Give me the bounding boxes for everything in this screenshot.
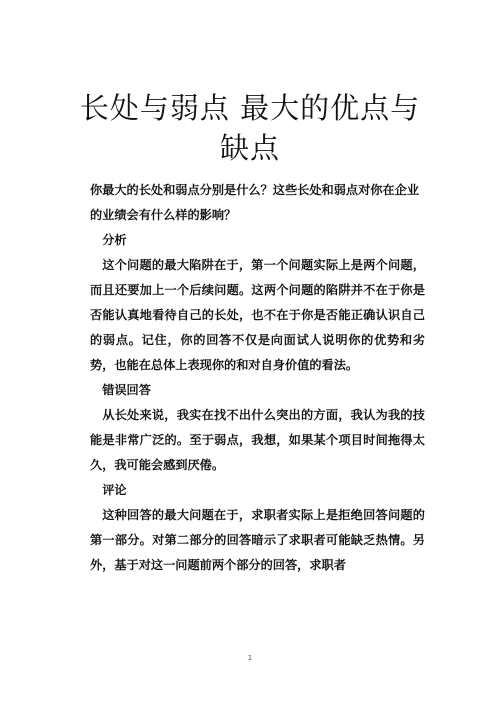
question-paragraph: 你最大的长处和弱点分别是什么？这些长处和弱点对你在企业的业绩会有什么样的影响？ [90,183,420,222]
wrong-answer-heading: 错误回答 [102,383,151,397]
analysis-paragraph: 这个问题的最大陷阱在于，第一个问题实际上是两个问题，而且还要加上一个后续问题。这两个问题的陷阱并不在于你是否能认真地看待自己的长处，也不在于你是否能正确认识自己的弱点。记住，你的回答不仅是向面试人说明你的优势和劣势，也能在总体上表现你的和对自身价值的看法。 [90,258,425,372]
document-title [60,88,440,168]
wrong-answer-paragraph: 从长处来说，我实在找不出什么突出的方面，我认为我的技能是非常广泛的。至于弱点，我想，如果某个项目时间拖得太久，我可能会感到厌倦。 [90,408,425,472]
analysis-heading: 分析 [102,233,127,247]
page-number: 1 [247,654,253,662]
title-line-1: 长处与弱点 最大的优点与 [79,91,421,125]
title-line-2: 缺点 [219,131,280,165]
document-body [90,178,425,578]
comment-heading: 评论 [102,483,127,497]
comment-paragraph: 这种回答的最大问题在于，求职者实际上是拒绝回答问题的第一部分。对第二部分的回答暗示了求职者可能缺乏热情。另外，基于对这一问题前两个部分的回答，求职者 [90,508,425,572]
